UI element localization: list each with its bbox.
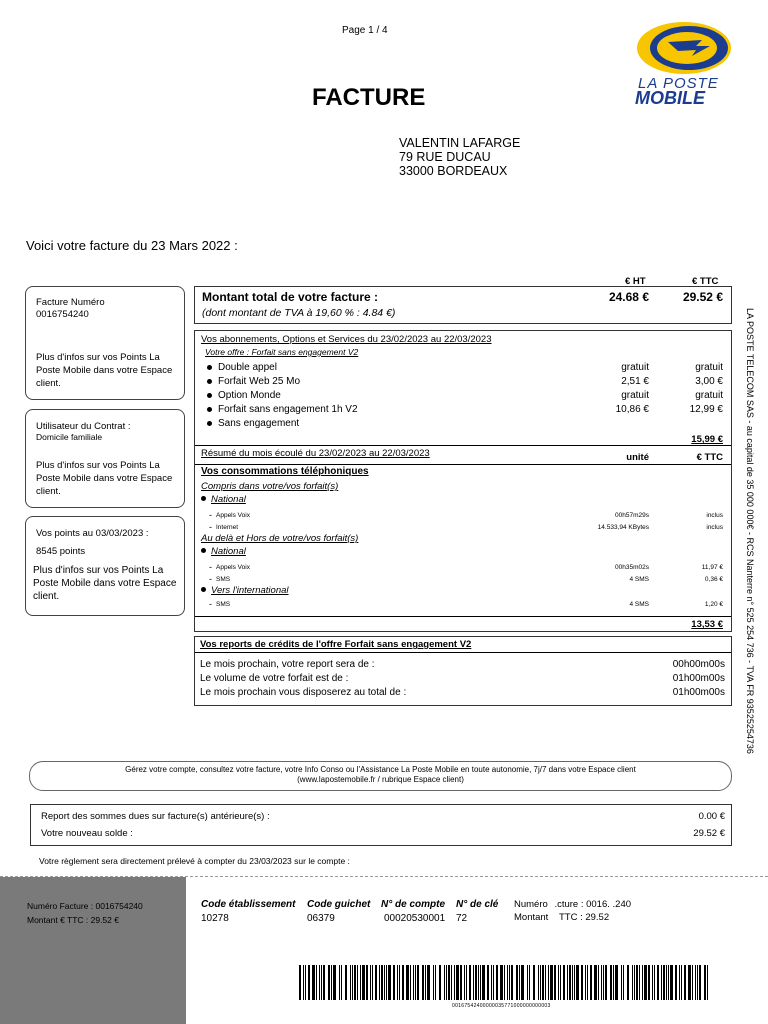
- barcode-bar: [354, 965, 356, 1000]
- barcode-bar: [303, 965, 304, 1000]
- barcode-bar: [585, 965, 586, 1000]
- tva-note: (dont montant de TVA à 19,60 % : 4.84 €): [202, 307, 396, 319]
- barcode-bar: [636, 965, 638, 1000]
- row-label: SMS: [216, 575, 231, 583]
- credit-row: [195, 686, 731, 699]
- summary-subtotal: 13,53 €: [691, 619, 723, 630]
- barcode-bar: [558, 965, 559, 1000]
- account-value: 00020530001: [384, 913, 446, 924]
- barcode-bar: [487, 965, 489, 1000]
- barcode-bar: [388, 965, 391, 1000]
- credit-value: 01h00m00s: [672, 687, 725, 698]
- barcode-bar: [648, 965, 650, 1000]
- table-row: [195, 599, 731, 609]
- summary-col-unit: unité: [626, 452, 649, 463]
- table-row: [195, 562, 731, 572]
- barcode-bar: [613, 965, 614, 1000]
- contract-user-value: Domicile familiale: [36, 432, 103, 442]
- barcode-bar: [581, 965, 583, 1000]
- new-balance-label: Votre nouveau solde :: [41, 828, 133, 839]
- bullet-icon: [207, 365, 212, 370]
- barcode-bar: [699, 965, 701, 1000]
- row-amount: inclus: [706, 523, 723, 531]
- barcode-bar: [410, 965, 411, 1000]
- barcode-bar: [695, 965, 696, 1000]
- barcode-bar: [328, 965, 330, 1000]
- item-ttc: 3,00 €: [695, 376, 723, 387]
- subscriptions-title: Vos abonnements, Options et Services du 23/02/2023 au 22/03/2023: [201, 334, 492, 345]
- barcode-bar: [642, 965, 643, 1000]
- row-label: Appels Voix: [216, 511, 250, 519]
- barcode-bar: [657, 965, 659, 1000]
- barcode-bar: [688, 965, 691, 1000]
- barcode-bar: [675, 965, 677, 1000]
- summary-title: Résumé du mois écoulé du 23/02/2023 au 22/03/2023: [201, 448, 430, 459]
- summary-col-ttc: € TTC: [696, 452, 723, 463]
- barcode-bar: [521, 965, 524, 1000]
- row-amount: 0,36 €: [704, 575, 723, 583]
- barcode-bar: [519, 965, 520, 1000]
- barcode-bar: [397, 965, 398, 1000]
- barcode-bar: [341, 965, 342, 1000]
- barcode-bar: [654, 965, 655, 1000]
- barcode-bar: [504, 965, 505, 1000]
- logo-text-line2: MOBILE: [635, 88, 705, 108]
- barcode-bar: [627, 965, 629, 1000]
- barcode-bar: [670, 965, 673, 1000]
- points-info-text: Plus d'infos sur vos Points La Poste Mobile dans votre Espace client.: [36, 352, 173, 389]
- invoice-number-value: 0016754240: [36, 309, 89, 320]
- barcode-bar: [511, 965, 513, 1000]
- barcode-bar: [399, 965, 400, 1000]
- barcode-bar: [435, 965, 436, 1000]
- row-label: Internet: [216, 523, 239, 531]
- row-label: SMS: [216, 600, 231, 608]
- barcode-bar: [652, 965, 653, 1000]
- recipient-city: 33000 BORDEAUX: [399, 164, 508, 178]
- table-row: [195, 522, 731, 532]
- extra-title: Au delà et Hors de votre/vos forfait(s): [201, 533, 359, 544]
- barcode-bar: [491, 965, 492, 1000]
- list-item: [195, 375, 731, 388]
- bullet-icon: [201, 587, 206, 592]
- barcode-bar: [316, 965, 317, 1000]
- barcode-bar: [393, 965, 395, 1000]
- row-dash: -: [209, 599, 212, 609]
- logo-emblem-icon: [632, 18, 736, 76]
- row-qty: 4 SMS: [629, 575, 649, 583]
- invoice-total-box: [194, 286, 732, 324]
- info-line2: (www.lapostemobile.fr / rubrique Espace client): [297, 775, 464, 784]
- barcode-bar: [666, 965, 667, 1000]
- item-label: Sans engagement: [218, 418, 300, 429]
- slip-right-info: [514, 899, 631, 923]
- invoice-details-box: [194, 330, 732, 632]
- item-ttc: 12,99 €: [689, 404, 723, 415]
- barcode-bar: [623, 965, 624, 1000]
- barcode-bar: [563, 965, 565, 1000]
- contract-user-label: Utilisateur du Contrat :: [36, 421, 131, 432]
- barcode-bar: [415, 965, 416, 1000]
- row-qty: 4 SMS: [629, 600, 649, 608]
- barcode-bar: [569, 965, 571, 1000]
- barcode-bar: [509, 965, 510, 1000]
- list-item: [195, 403, 731, 416]
- row-qty: 00h57m29s: [615, 511, 649, 519]
- points-box: [25, 516, 185, 616]
- barcode-bar: [427, 965, 430, 1000]
- barcode-bar: [632, 965, 633, 1000]
- barcode-bar: [554, 965, 556, 1000]
- barcode-bar: [681, 965, 682, 1000]
- item-ht: gratuit: [621, 362, 649, 373]
- credit-label: Le mois prochain vous disposerez au total de :: [200, 687, 407, 698]
- credit-value: 00h00m00s: [672, 659, 725, 670]
- slip-grey-panel: [0, 877, 186, 1024]
- barcode-bar: [333, 965, 336, 1000]
- national-heading: National: [199, 546, 246, 557]
- barcode-bar: [590, 965, 592, 1000]
- barcode-bar: [493, 965, 494, 1000]
- barcode-bar: [605, 965, 607, 1000]
- list-item: [195, 417, 731, 430]
- barcode-bar: [679, 965, 680, 1000]
- list-item: [195, 389, 731, 402]
- barcode-bar: [663, 965, 665, 1000]
- barcode-bar: [560, 965, 561, 1000]
- new-balance-value: 29.52 €: [693, 828, 725, 839]
- previous-balance-value: 0.00 €: [698, 811, 725, 822]
- logo-text-line1: LA POSTE: [638, 75, 719, 92]
- barcode-bar: [601, 965, 602, 1000]
- item-label: Double appel: [218, 362, 277, 373]
- barcode-bar: [413, 965, 414, 1000]
- contract-user-box: [25, 409, 185, 508]
- barcode-bar: [572, 965, 573, 1000]
- list-item: [195, 361, 731, 374]
- barcode-bar: [598, 965, 599, 1000]
- international-heading: Vers l'international: [199, 585, 289, 596]
- barcode-bar: [386, 965, 387, 1000]
- info-line1: Gérez votre compte, consultez votre facture, votre Info Conso ou l'Assistance La Poste Mobile en toute autonomie, 7j/7 dans votre Espace client: [125, 765, 636, 774]
- barcode-bar: [305, 965, 306, 1000]
- barcode-bar: [299, 965, 301, 1000]
- barcode-bar: [384, 965, 385, 1000]
- barcode-bar: [473, 965, 474, 1000]
- credit-row: [195, 658, 731, 671]
- barcode-bar: [567, 965, 568, 1000]
- barcode-bar: [406, 965, 409, 1000]
- barcode-bar: [350, 965, 351, 1000]
- barcode-bar: [610, 965, 612, 1000]
- legal-sidebar-text: LA POSTE TELECOM SAS - au capital de 35 000 000€ - RCS Nanterre n° 525 254 736 - TVA FR 93525254736: [745, 308, 755, 754]
- barcode-bar: [668, 965, 669, 1000]
- barcode-bar: [446, 965, 447, 1000]
- credit-label: Le mois prochain, votre report sera de :: [200, 659, 375, 670]
- barcode-bar: [362, 965, 365, 1000]
- credit-row: [195, 672, 731, 685]
- points-info-text: Plus d'infos sur vos Points La Poste Mobile dans votre Espace client.: [36, 460, 173, 497]
- slip-right-invoice-label: Numéro: [514, 899, 548, 910]
- credit-label: Le volume de votre forfait est de :: [200, 673, 349, 684]
- barcode-bar: [323, 965, 325, 1000]
- barcode-bar: [684, 965, 686, 1000]
- col-header-ht: € HT: [625, 276, 646, 287]
- bullet-icon: [207, 379, 212, 384]
- col-header-ttc: € TTC: [692, 276, 719, 287]
- barcode-bar: [475, 965, 477, 1000]
- barcode-bar: [319, 965, 320, 1000]
- item-label: Forfait sans engagement 1h V2: [218, 404, 358, 415]
- barcode-bar: [381, 965, 383, 1000]
- divider: [195, 445, 731, 446]
- item-ht: 2,51 €: [621, 376, 649, 387]
- recipient-name: VALENTIN LAFARGE: [399, 136, 521, 150]
- barcode-bar: [425, 965, 426, 1000]
- included-title: Compris dans votre/vos forfait(s): [201, 481, 339, 492]
- barcode-bar: [360, 965, 361, 1000]
- barcode-bar: [644, 965, 647, 1000]
- item-ht: gratuit: [621, 390, 649, 401]
- account-header: N° de compte: [381, 899, 446, 910]
- barcode-bar: [417, 965, 419, 1000]
- row-qty: 00h35m02s: [615, 563, 649, 571]
- barcode-bar: [576, 965, 579, 1000]
- page-number: Page 1 / 4: [342, 25, 388, 36]
- credits-title: Vos reports de crédits de l'offre Forfait sans engagement V2: [200, 639, 472, 650]
- recipient-street: 79 RUE DUCAU: [399, 150, 491, 164]
- row-dash: -: [209, 562, 212, 572]
- barcode-bar: [439, 965, 441, 1000]
- table-row: [195, 574, 731, 584]
- barcode-bar: [587, 965, 588, 1000]
- direct-debit-note: Votre règlement sera directement prélevé à compter du 23/03/2023 sur le compte :: [39, 856, 350, 866]
- barcode-bar: [538, 965, 539, 1000]
- points-info-text: Plus d'infos sur vos Points La Poste Mobile dans votre Espace client.: [33, 565, 177, 602]
- barcode-bar: [372, 965, 373, 1000]
- invoice-number-box: [25, 286, 185, 400]
- national-heading: National: [199, 494, 246, 505]
- barcode-bar: [448, 965, 450, 1000]
- slip-invoice-number: Numéro Facture : 0016754240: [27, 901, 143, 911]
- bullet-icon: [207, 407, 212, 412]
- barcode-bar: [331, 965, 332, 1000]
- divider: [195, 616, 731, 617]
- barcode-bar: [456, 965, 459, 1000]
- slip-amount: Montant € TTC : 29.52 €: [27, 915, 119, 925]
- barcode-bar: [533, 965, 535, 1000]
- row-dash: -: [209, 574, 212, 584]
- barcode-bar: [422, 965, 424, 1000]
- points-date-label: Vos points au 03/03/2023 :: [36, 528, 149, 539]
- barcode-bar: [496, 965, 498, 1000]
- barcode-bar: [482, 965, 485, 1000]
- la-poste-mobile-logo: [632, 18, 736, 106]
- slip-right-amount-label: Montant: [514, 912, 549, 923]
- item-ttc: gratuit: [695, 390, 723, 401]
- barcode-bar: [634, 965, 635, 1000]
- consumption-section-title: Vos consommations téléphoniques: [201, 466, 369, 477]
- barcode-bar: [550, 965, 553, 1000]
- barcode-bar: [704, 965, 706, 1000]
- barcode-bar: [345, 965, 347, 1000]
- barcode-bar: [339, 965, 340, 1000]
- recipient-address: [399, 136, 520, 178]
- slip-right-invoice-value: .cture : 0016. .240: [554, 899, 632, 910]
- invoice-total-ht: 24.68 €: [608, 290, 649, 304]
- barcode-bar: [548, 965, 549, 1000]
- bullet-icon: [201, 548, 206, 553]
- row-qty: 14.533,94 KBytes: [597, 523, 649, 531]
- barcode-bar: [460, 965, 462, 1000]
- points-value: 8545 points: [36, 546, 86, 557]
- barcode-bar: [603, 965, 604, 1000]
- barcode-bar: [707, 965, 708, 1000]
- barcode-bar: [402, 965, 404, 1000]
- credit-value: 01h00m00s: [672, 673, 725, 684]
- document-title: FACTURE: [312, 84, 426, 111]
- invoice-number-label: Facture Numéro: [36, 297, 105, 308]
- barcode-bar: [444, 965, 445, 1000]
- key-header: N° de clé: [456, 899, 499, 910]
- balance-box: [30, 804, 732, 846]
- barcode-bar: [366, 965, 368, 1000]
- barcode-bar: [480, 965, 481, 1000]
- barcode-bar: [321, 965, 322, 1000]
- barcode-bar: [433, 965, 434, 1000]
- bullet-icon: [207, 421, 212, 426]
- barcode-bar: [574, 965, 575, 1000]
- barcode-bar: [451, 965, 452, 1000]
- bullet-icon: [201, 496, 206, 501]
- barcode-bar: [466, 965, 467, 1000]
- barcode-bar: [454, 965, 455, 1000]
- row-dash: -: [209, 510, 212, 520]
- item-ht: 10,86 €: [615, 404, 649, 415]
- barcode-bar: [464, 965, 465, 1000]
- divider: [195, 652, 731, 653]
- barcode-bar: [308, 965, 310, 1000]
- barcode-bar: [621, 965, 622, 1000]
- credits-box: [194, 636, 732, 706]
- barcode-bar: [478, 965, 479, 1000]
- barcode-bar: [529, 965, 530, 1000]
- barcode-bar: [542, 965, 544, 1000]
- barcode-bar: [375, 965, 377, 1000]
- row-amount: inclus: [706, 511, 723, 519]
- intro-text: Voici votre facture du 23 Mars 2022 :: [26, 238, 238, 253]
- divider: [195, 464, 731, 465]
- barcode-bar: [639, 965, 640, 1000]
- item-ttc: gratuit: [695, 362, 723, 373]
- subscriptions-subtotal: 15,99 €: [691, 434, 723, 445]
- barcode-bar: [615, 965, 618, 1000]
- slip-right-amount-value: TTC : 29.52: [558, 912, 610, 923]
- barcode-bar: [516, 965, 518, 1000]
- barcode: [299, 965, 713, 1000]
- barcode-bar: [500, 965, 503, 1000]
- barcode-number: 00167542400000035771000000000003: [452, 1003, 551, 1009]
- barcode-bar: [594, 965, 597, 1000]
- barcode-bar: [469, 965, 471, 1000]
- offer-title: Votre offre : Forfait sans engagement V2: [205, 347, 359, 357]
- barcode-bar: [352, 965, 353, 1000]
- row-label: Appels Voix: [216, 563, 250, 571]
- barcode-bar: [540, 965, 541, 1000]
- barcode-bar: [507, 965, 508, 1000]
- branch-value: 06379: [307, 913, 335, 924]
- bank-header: Code établissement: [201, 899, 296, 910]
- item-label: Forfait Web 25 Mo: [218, 376, 301, 387]
- barcode-bar: [370, 965, 371, 1000]
- row-amount: 11,97 €: [701, 563, 723, 571]
- row-dash: -: [209, 522, 212, 532]
- row-amount: 1,20 €: [704, 600, 723, 608]
- key-value: 72: [456, 913, 468, 924]
- barcode-bar: [692, 965, 693, 1000]
- invoice-total-ttc: 29.52 €: [682, 290, 723, 304]
- barcode-bar: [545, 965, 546, 1000]
- item-label: Option Monde: [218, 390, 281, 401]
- barcode-bar: [312, 965, 315, 1000]
- bullet-icon: [207, 393, 212, 398]
- barcode-bar: [527, 965, 528, 1000]
- barcode-bar: [379, 965, 380, 1000]
- bank-value: 10278: [201, 913, 229, 924]
- invoice-total-label: Montant total de votre facture :: [202, 290, 379, 304]
- barcode-bar: [697, 965, 698, 1000]
- previous-balance-label: Report des sommes dues sur facture(s) antérieure(s) :: [41, 811, 270, 822]
- account-info-banner: [29, 761, 732, 791]
- branch-header: Code guichet: [307, 899, 371, 910]
- table-row: [195, 510, 731, 520]
- barcode-bar: [357, 965, 358, 1000]
- barcode-bar: [661, 965, 662, 1000]
